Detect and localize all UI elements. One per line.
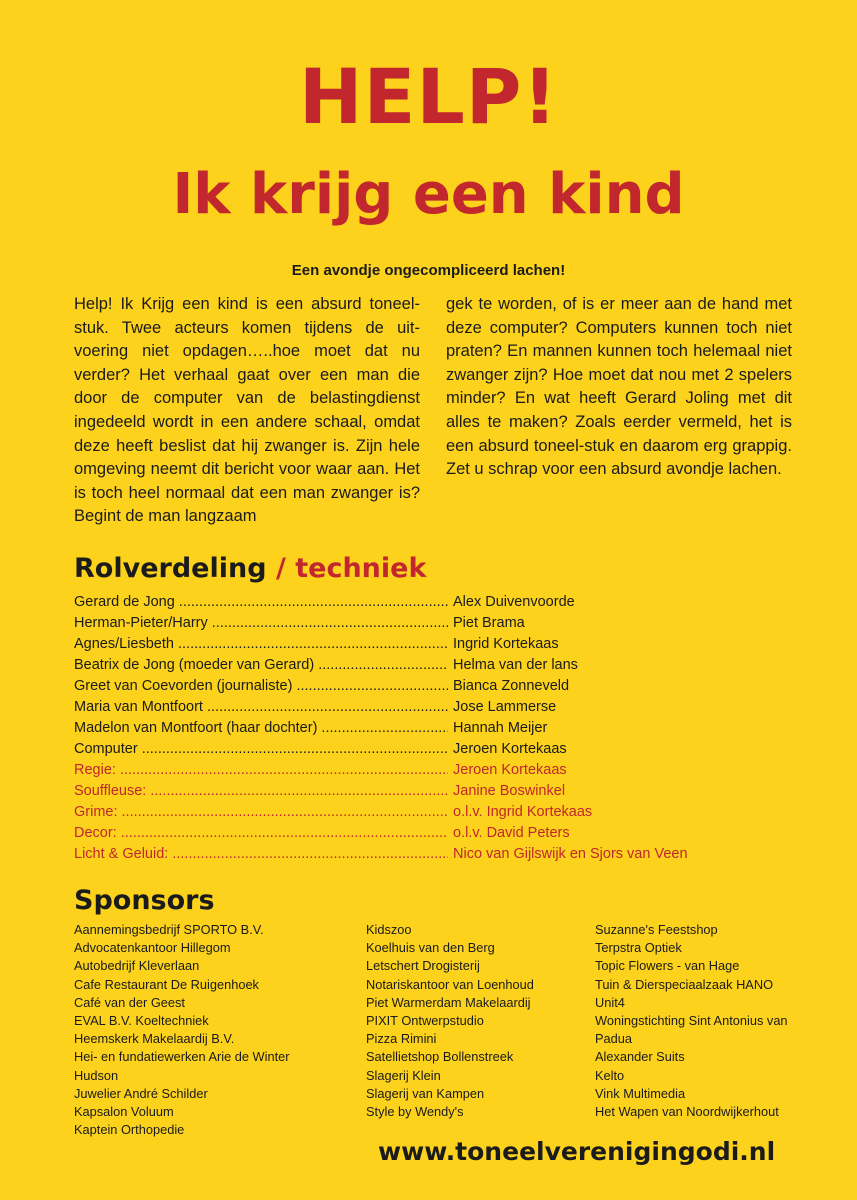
sponsor-item: Suzanne's Feestshop <box>595 922 718 937</box>
sponsor-item: Kaptein Orthopedie <box>74 1122 185 1138</box>
sponsors-column-1 <box>74 921 344 1139</box>
sponsor-item: Letschert Drogisterij <box>366 958 480 974</box>
cast-actor: Hannah Meijer <box>453 720 548 736</box>
cast-role: Greet van Coevorden (journaliste) ..... <box>74 676 448 697</box>
sponsor-item: Hudson <box>74 1067 119 1083</box>
cast-actor: Jose Lammerse <box>453 699 557 715</box>
sponsor-item: Café van der Geest <box>74 994 185 1010</box>
crew-row <box>74 844 774 865</box>
crew-role: Regie: ..... <box>74 760 448 781</box>
cast-list <box>74 592 774 865</box>
sponsors-heading: Sponsors <box>74 885 215 916</box>
sponsor-item: Piet Warmerdam Makelaardij <box>366 994 531 1010</box>
crew-role: Licht & Geluid: ..... <box>74 844 448 865</box>
sponsor-item: Unit4 <box>595 994 625 1010</box>
cast-role: Gerard de Jong ..... <box>74 592 448 613</box>
crew-row <box>74 760 774 781</box>
cast-actor: Alex Duivenvoorde <box>453 594 575 610</box>
sponsor-item: Notariskantoor van Loenhoud <box>366 976 534 992</box>
crew-role: Decor: ..... <box>74 823 448 844</box>
crew-row <box>74 802 774 823</box>
sponsors-column-3 <box>595 921 820 1121</box>
sponsor-item: Heemskerk Makelaardij B.V. <box>74 1031 235 1047</box>
cast-role: Agnes/Liesbeth ..... <box>74 634 448 655</box>
sponsor-item: Vink Multimedia <box>595 1085 686 1101</box>
cast-row <box>74 718 774 739</box>
cast-row <box>74 634 774 655</box>
sponsor-item: Tuin & Dierspeciaalzaak HANO <box>595 976 774 992</box>
roles-heading-sub: techniek <box>295 553 427 584</box>
cast-actor: Ingrid Kortekaas <box>453 636 559 652</box>
sponsor-item: Cafe Restaurant De Ruigenhoek <box>74 976 259 992</box>
cast-role: Maria van Montfoort ..... <box>74 697 448 718</box>
cast-role: Madelon van Montfoort (haar dochter) ..... <box>74 718 448 739</box>
sponsor-item: PIXIT Ontwerpstudio <box>366 1013 484 1029</box>
intro-text-left: Help! Ik Krijg een kind is een absurd toneel-stuk. Twee acteurs komen tijdens de uit-voering niet opdagen…..hoe moet dat nu verder? Het verhaal gaat over een man die door de computer van de belastingdienst ingedeeld wordt in een andere schaal, omdat deze heeft beslist dat hij zwanger is. Zijn hele omgeving neemt dit bericht voor waar aan. Het is toch heel normaal dat een man zwanger is? Begint de man langzaam <box>74 295 420 526</box>
sponsor-item: Koelhuis van den Berg <box>366 940 495 956</box>
cast-row <box>74 676 774 697</box>
roles-heading-main: Rolverdeling <box>74 553 267 584</box>
sponsor-item: Alexander Suits <box>595 1049 685 1065</box>
sponsor-item: Kapsalon Voluum <box>74 1104 174 1120</box>
sponsor-item: Style by Wendy's <box>366 1104 464 1120</box>
cast-actor: Bianca Zonneveld <box>453 678 570 694</box>
cast-role: Herman-Pieter/Harry ..... <box>74 613 448 634</box>
crew-member: o.l.v. Ingrid Kortekaas <box>453 804 593 820</box>
cast-role: Computer ..... <box>74 739 448 760</box>
crew-member: o.l.v. David Peters <box>453 825 570 841</box>
page-title: HELP! <box>298 52 559 141</box>
sponsor-item: Pizza Rimini <box>366 1031 437 1047</box>
website-link[interactable]: www.toneelverenigingodi.nl <box>378 1137 776 1166</box>
crew-member: Janine Boswinkel <box>453 783 566 799</box>
crew-role: Grime: ..... <box>74 802 448 823</box>
cast-actor: Jeroen Kortekaas <box>453 741 567 757</box>
sponsor-item: EVAL B.V. Koeltechniek <box>74 1013 209 1029</box>
sponsor-item: Hei- en fundatiewerken Arie de Winter <box>74 1049 290 1065</box>
sponsor-item: Aannemingsbedrijf SPORTO B.V. <box>74 922 264 937</box>
sponsor-item: Het Wapen van Noordwijkerhout <box>595 1104 779 1120</box>
intro-column-right <box>446 293 792 482</box>
cast-role: Beatrix de Jong (moeder van Gerard) ..... <box>74 655 448 676</box>
sponsor-item: Terpstra Optiek <box>595 940 682 956</box>
cast-row <box>74 613 774 634</box>
sponsors-column-2 <box>366 921 581 1121</box>
sponsor-item: Advocatenkantoor Hillegom <box>74 940 231 956</box>
sponsor-item: Autobedrijf Kleverlaan <box>74 958 200 974</box>
cast-row <box>74 739 774 760</box>
sponsor-item: Kelto <box>595 1067 625 1083</box>
play-title: Ik krijg een kind <box>172 162 685 227</box>
sponsor-item: Kidszoo <box>366 922 412 937</box>
crew-row <box>74 823 774 844</box>
sponsor-item: Slagerij Klein <box>366 1067 441 1083</box>
intro-column-left <box>74 293 420 529</box>
crew-role: Souffleuse: ..... <box>74 781 448 802</box>
cast-actor: Piet Brama <box>453 615 525 631</box>
sponsor-item: Juwelier André Schilder <box>74 1085 208 1101</box>
crew-member: Nico van Gijlswijk en Sjors van Veen <box>453 846 688 862</box>
sponsor-item: Woningstichting Sint Antonius van Padua <box>595 1013 788 1047</box>
cast-actor: Helma van der lans <box>453 657 578 673</box>
tagline: Een avondje ongecompliceerd lachen! <box>291 262 566 279</box>
sponsor-item: Topic Flowers - van Hage <box>595 958 740 974</box>
cast-row <box>74 697 774 718</box>
crew-row <box>74 781 774 802</box>
sponsor-item: Slagerij van Kampen <box>366 1085 485 1101</box>
cast-row <box>74 655 774 676</box>
crew-member: Jeroen Kortekaas <box>453 762 567 778</box>
intro-text-right: gek te worden, of is er meer aan de hand met deze computer? Computers kunnen toch niet praten? En mannen kunnen toch helemaal niet zwanger zijn? Hoe moet dat nou met 2 spelers minder? En wat heeft Gerard Joling met dit alles te maken? Zoals eerder vermeld, het is een absurd toneel-stuk en daarom erg grappig. Zet u schrap voor een absurd avondje lachen. <box>446 295 792 479</box>
roles-heading <box>74 552 426 586</box>
roles-heading-slash: / <box>275 553 286 584</box>
cast-row <box>74 592 774 613</box>
sponsor-item: Satellietshop Bollenstreek <box>366 1049 514 1065</box>
